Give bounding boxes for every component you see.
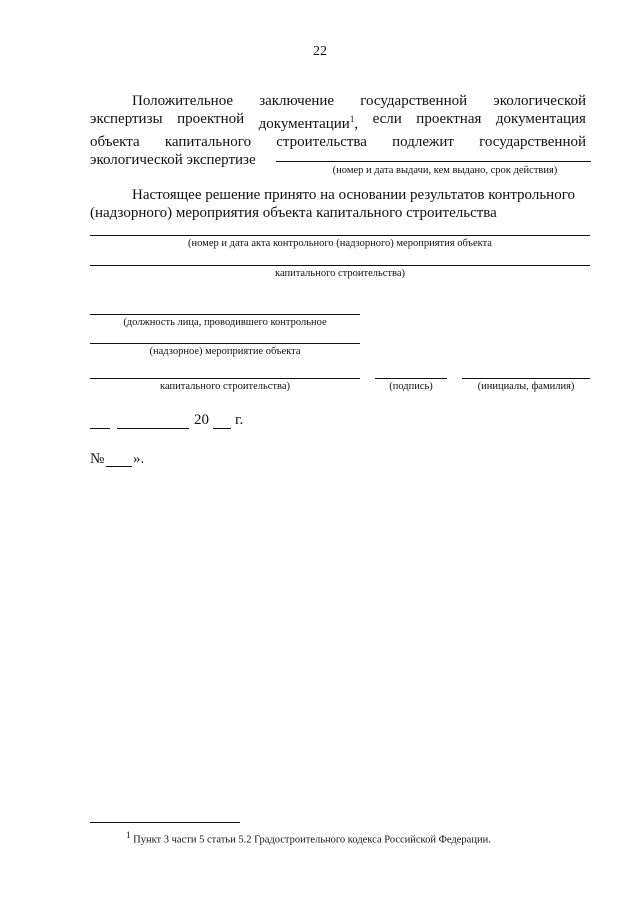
footnote-mark: 1 bbox=[126, 830, 131, 840]
paragraph-line: экологической экспертизе bbox=[90, 152, 256, 168]
expertise-caption: (номер и дата выдачи, кем выдано, срок действия) bbox=[332, 165, 558, 176]
year-suffix: г. bbox=[235, 412, 244, 428]
signature-fill-line[interactable] bbox=[375, 378, 447, 379]
word: проектная bbox=[416, 111, 482, 127]
year-fill-line[interactable] bbox=[213, 428, 231, 429]
paragraph-expertise bbox=[90, 92, 586, 169]
position-caption: капитального строительства) bbox=[160, 381, 290, 392]
paragraph-line bbox=[90, 110, 586, 133]
paragraph-line: (надзорного) мероприятия объекта капитального строительства bbox=[90, 205, 497, 221]
position-caption: (должность лица, проводившего контрольное bbox=[123, 317, 327, 328]
act-caption: капитального строительства) bbox=[275, 268, 405, 279]
act-fill-line[interactable] bbox=[90, 235, 590, 236]
position-fill-line[interactable] bbox=[90, 343, 360, 344]
word: строительства bbox=[276, 134, 367, 150]
word: Положительное bbox=[132, 93, 234, 109]
word: объекта bbox=[90, 134, 140, 150]
word: документация bbox=[495, 111, 586, 127]
page-number: 22 bbox=[313, 44, 327, 59]
paragraph-line bbox=[90, 92, 586, 110]
word: экспертизы bbox=[90, 111, 163, 127]
word: если bbox=[372, 111, 402, 127]
paragraph-line bbox=[90, 133, 586, 151]
footnote-divider bbox=[90, 822, 240, 823]
word: заключение bbox=[259, 93, 335, 109]
paragraph-line: Настоящее решение принято на основании результатов контрольного bbox=[132, 187, 575, 203]
number-closing: ». bbox=[133, 451, 145, 467]
word: государственной bbox=[479, 134, 586, 150]
signature-caption: (подпись) bbox=[389, 381, 433, 392]
position-fill-line[interactable] bbox=[90, 378, 360, 379]
day-fill-line[interactable] bbox=[90, 428, 110, 429]
position-caption: (надзорное) мероприятие объекта bbox=[149, 346, 301, 357]
number-sign: № bbox=[90, 451, 105, 467]
position-fill-line[interactable] bbox=[90, 314, 360, 315]
act-caption: (номер и дата акта контрольного (надзорного) мероприятия объекта bbox=[188, 238, 492, 249]
word: государственной bbox=[360, 93, 468, 109]
expertise-fill-line[interactable] bbox=[276, 161, 591, 162]
year-prefix: 20 bbox=[194, 412, 209, 428]
footnote-text: Пункт 3 части 5 статьи 5.2 Градостроительного кодекса Российской Федерации. bbox=[133, 834, 491, 846]
number-fill-line[interactable] bbox=[106, 466, 132, 467]
word: проектной bbox=[177, 111, 245, 127]
month-fill-line[interactable] bbox=[117, 428, 189, 429]
word: экологической bbox=[493, 93, 586, 109]
footnote-reference: 1 bbox=[349, 114, 355, 124]
act-fill-line[interactable] bbox=[90, 265, 590, 266]
paragraph-decision bbox=[90, 186, 586, 222]
footnote bbox=[126, 830, 491, 846]
word: документации$^1$, bbox=[258, 114, 359, 132]
word: подлежит bbox=[392, 134, 454, 150]
name-caption: (инициалы, фамилия) bbox=[477, 381, 575, 392]
name-fill-line[interactable] bbox=[462, 378, 590, 379]
word: капитального bbox=[164, 134, 252, 150]
